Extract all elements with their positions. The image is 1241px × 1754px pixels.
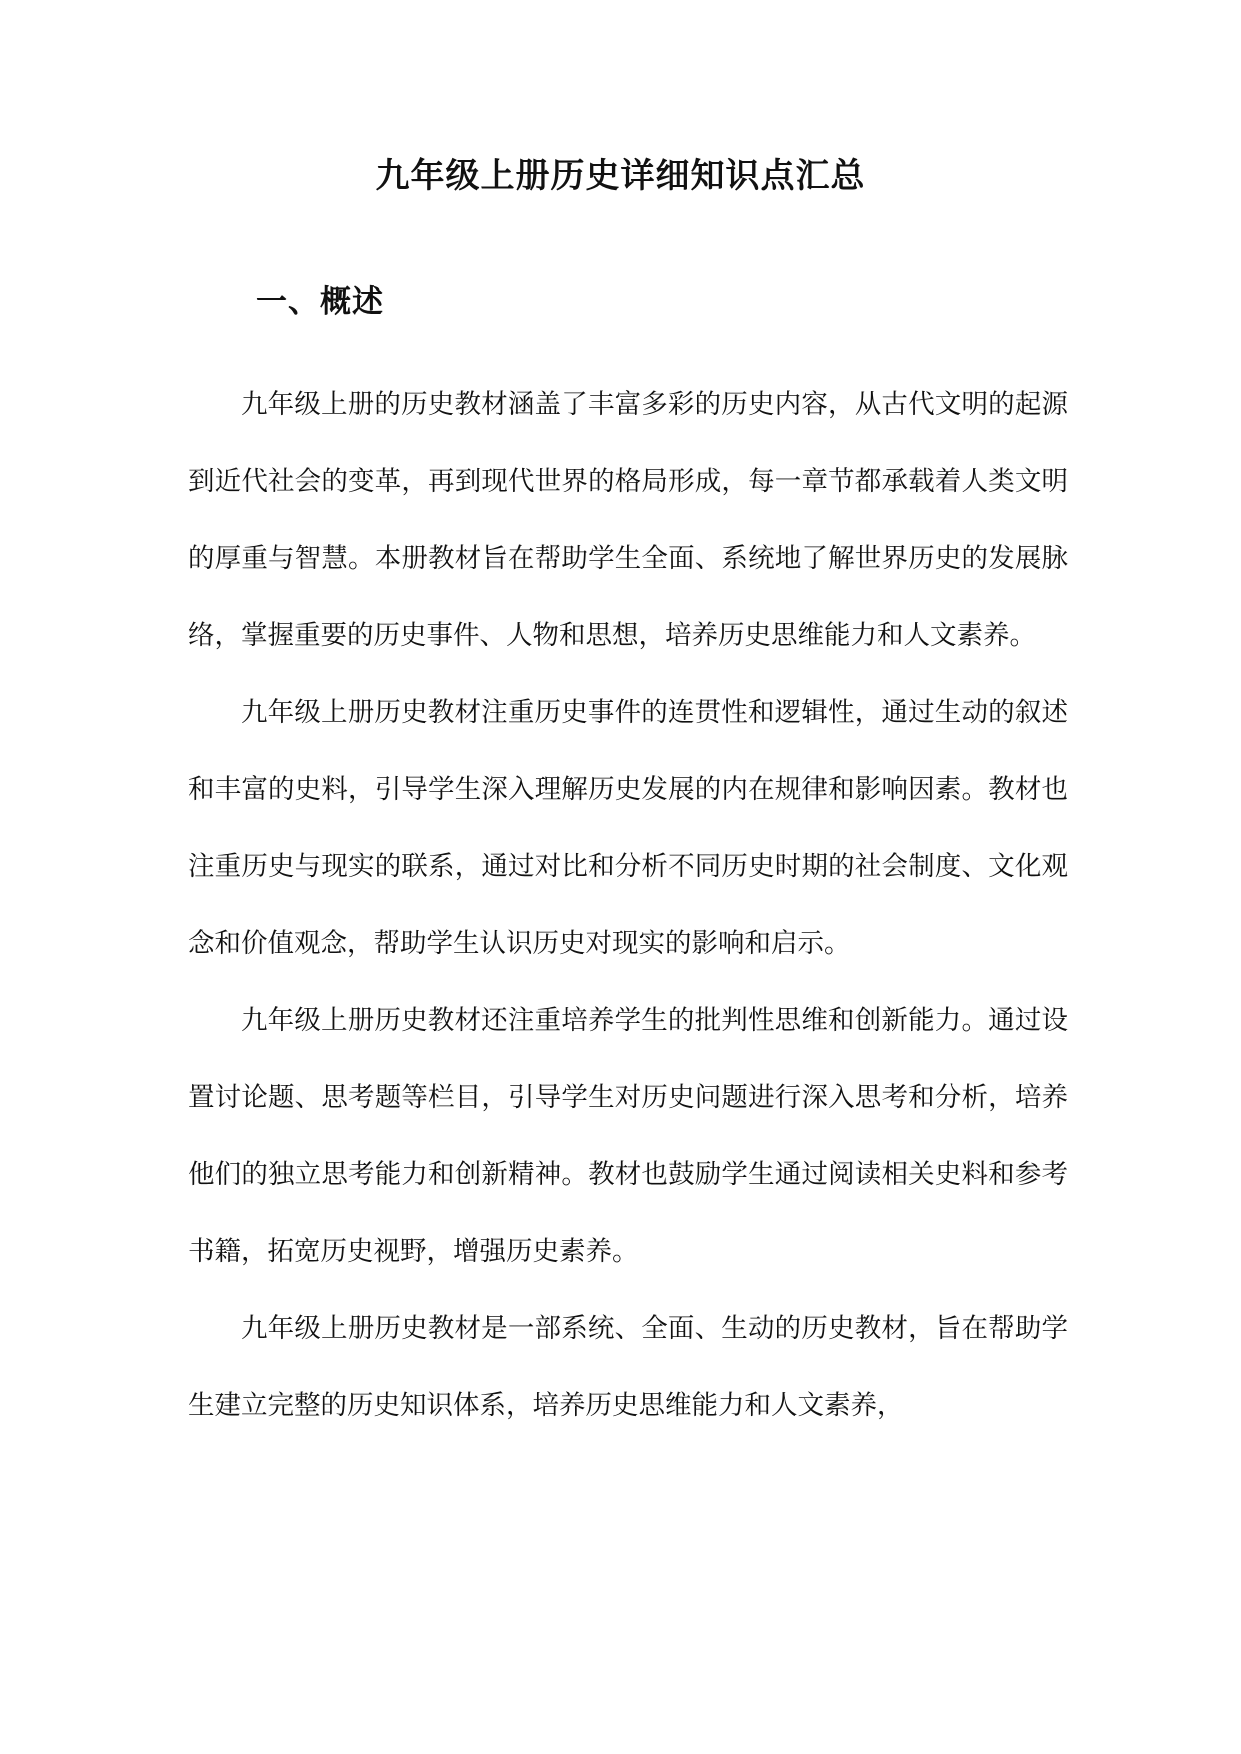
paragraph: 九年级上册历史教材是一部系统、全面、生动的历史教材，旨在帮助学生建立完整的历史知识体系，培养历史思维能力和人文素养， [188,1313,1068,1421]
document-body [188,366,1068,1444]
document-title: 九年级上册历史详细知识点汇总 [375,156,866,196]
section-heading: 一、概述 [256,284,384,320]
paragraph: 九年级上册的历史教材涵盖了丰富多彩的历史内容，从古代文明的起源到近代社会的变革，再到现代世界的格局形成，每一章节都承载着人类文明的厚重与智慧。本册教材旨在帮助学生全面、系统地了解世界历史的发展脉络，掌握重要的历史事件、人物和思想，培养历史思维能力和人文素养。 [188,389,1068,651]
paragraph: 九年级上册历史教材注重历史事件的连贯性和逻辑性，通过生动的叙述和丰富的史料，引导学生深入理解历史发展的内在规律和影响因素。教材也注重历史与现实的联系，通过对比和分析不同历史时期的社会制度、文化观念和价值观念，帮助学生认识历史对现实的影响和启示。 [188,697,1068,959]
paragraph: 九年级上册历史教材还注重培养学生的批判性思维和创新能力。通过设置讨论题、思考题等栏目，引导学生对历史问题进行深入思考和分析，培养他们的独立思考能力和创新精神。教材也鼓励学生通过阅读相关史料和参考书籍，拓宽历史视野，增强历史素养。 [188,1005,1068,1267]
